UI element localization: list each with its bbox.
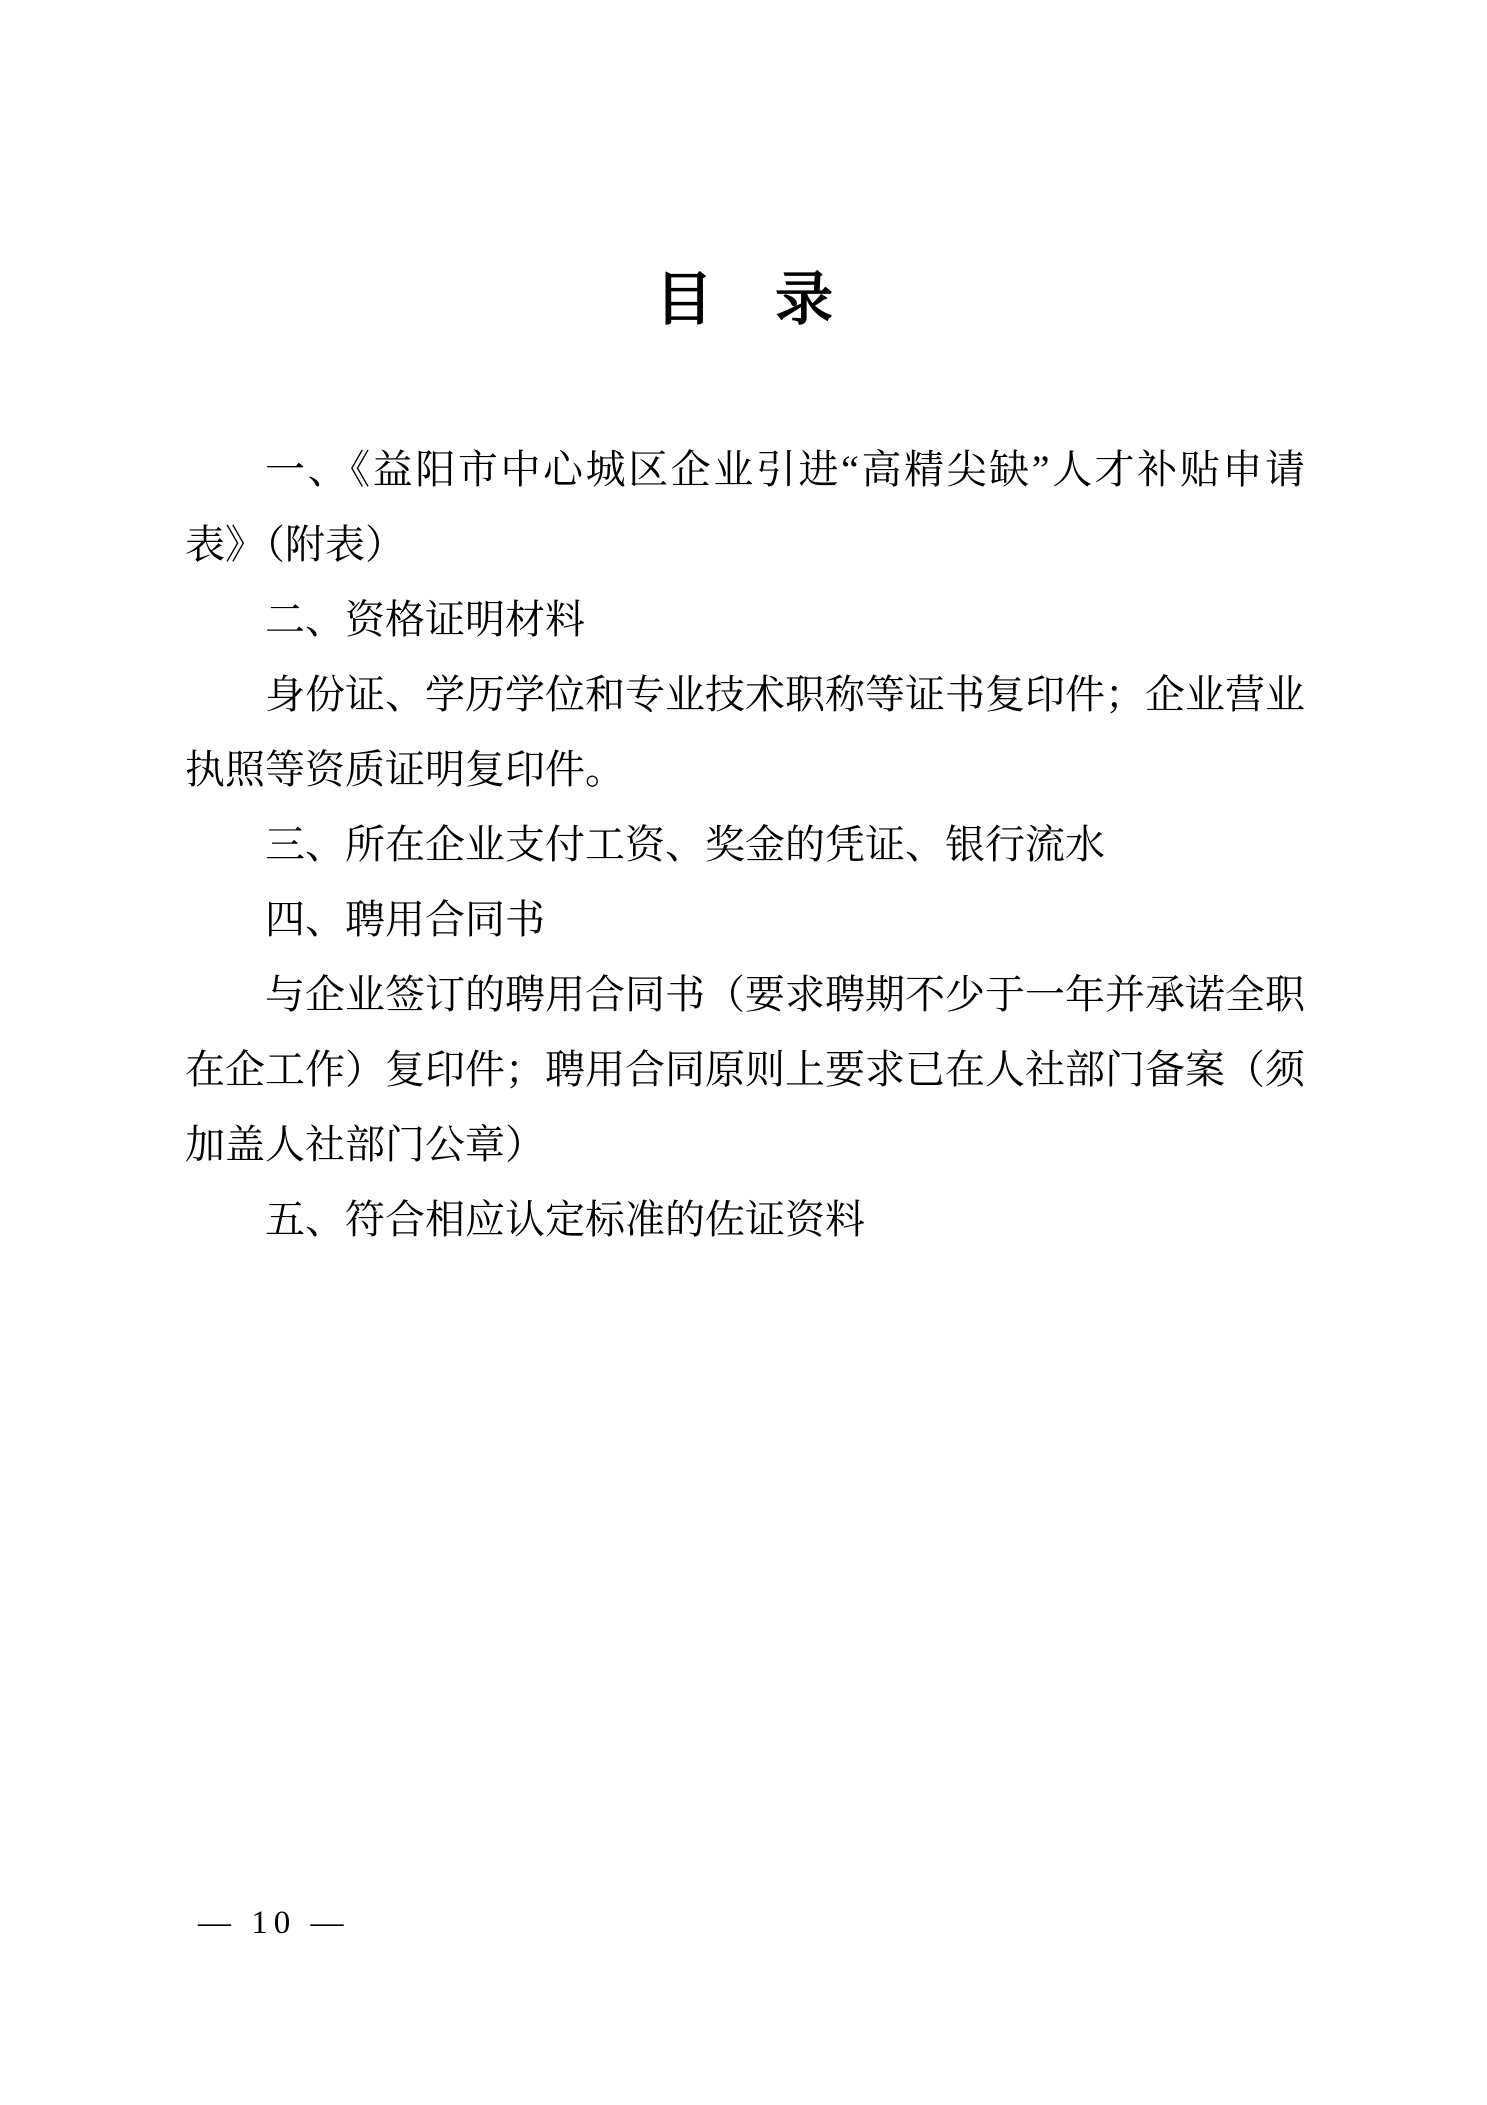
table-of-contents [185,432,1305,1257]
toc-line-3: 二、资格证明材料 [265,597,585,642]
toc-line-2: 表》（附表） [185,522,405,567]
page-title: 目 录 [654,267,835,332]
toc-line-9: 在企工作）复印件；聘用合同原则上要求已在人社部门备案（须 [185,1047,1305,1092]
toc-line-6: 三、所在企业支付工资、奖金的凭证、银行流水 [265,822,1105,867]
toc-line-5: 执照等资质证明复印件。 [185,747,625,792]
toc-line-8: 与企业签订的聘用合同书（要求聘期不少于一年并承诺全职 [265,972,1305,1017]
toc-line-4: 身份证、学历学位和专业技术职称等证书复印件；企业营业 [265,672,1305,717]
toc-line-11: 五、符合相应认定标准的佐证资料 [265,1197,865,1242]
toc-line-7: 四、聘用合同书 [265,897,545,942]
page-number: — 10 — [198,1905,350,1941]
toc-line-10: 加盖人社部门公章） [185,1122,545,1167]
toc-line-1: 一、《益阳市中心城区企业引进“高精尖缺”人才补贴申请 [265,447,1305,492]
